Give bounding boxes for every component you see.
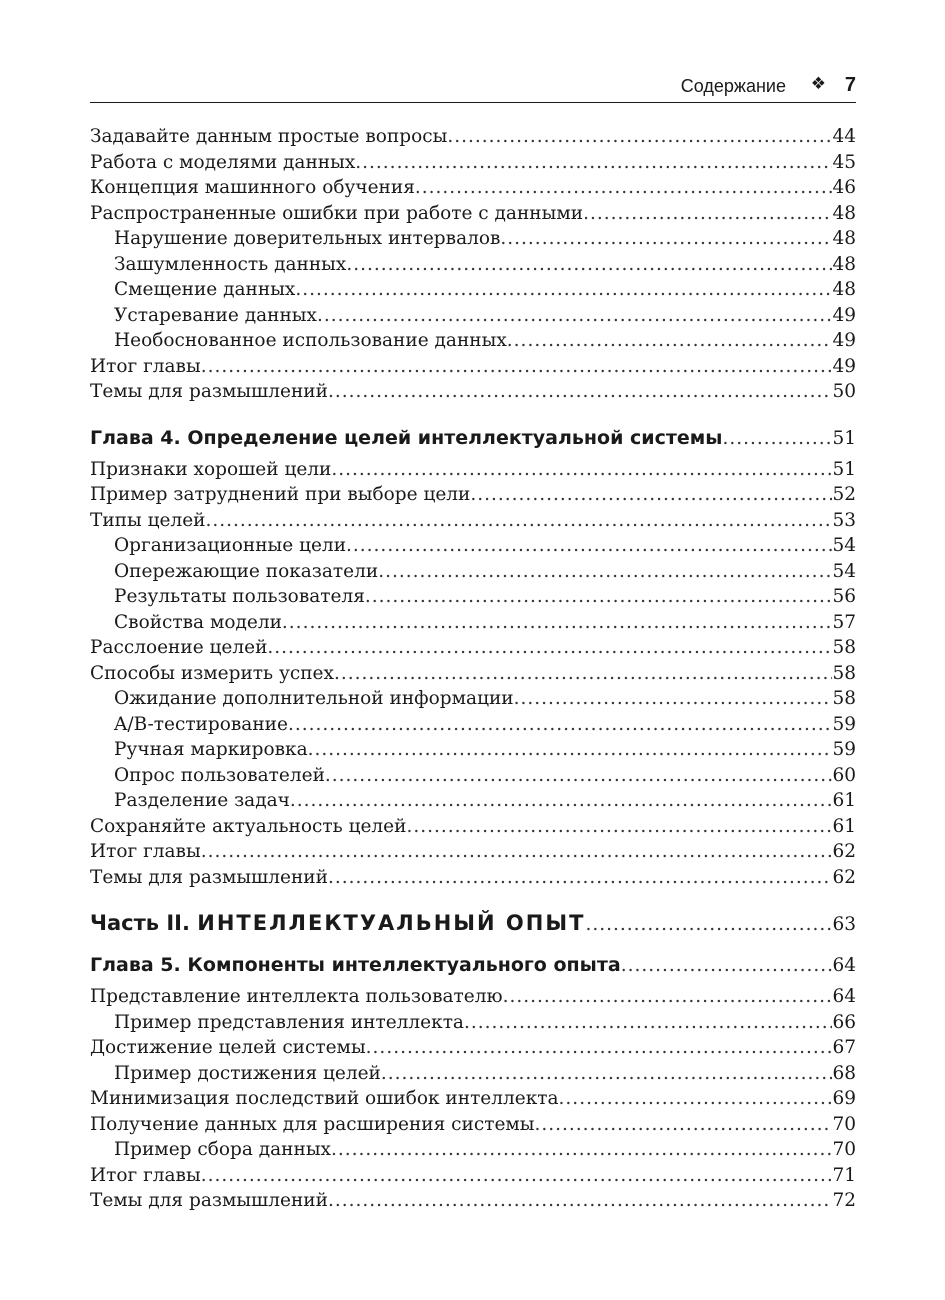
dot-leader <box>415 175 833 201</box>
toc-entry[interactable] <box>90 482 856 508</box>
toc-entry-page: 57 <box>832 611 856 633</box>
toc-entry[interactable] <box>90 175 856 201</box>
toc-entry[interactable] <box>90 1112 856 1138</box>
toc-entry-title: Пример затруднений при выборе цели <box>90 484 471 505</box>
toc-entry-page: 54 <box>832 560 856 582</box>
ornament-icon: ❖ <box>810 74 826 94</box>
toc-entry[interactable] <box>90 635 856 661</box>
toc-entry-title: Результаты пользователя <box>114 586 365 607</box>
toc-entry-title: Темы для размышлений <box>90 866 328 888</box>
toc-entry-page: 44 <box>832 126 856 147</box>
toc-part-2[interactable] <box>90 910 856 938</box>
toc-entry-title: Опрос пользователей <box>114 764 325 786</box>
toc-entry-title: Устаревание данных <box>114 304 317 326</box>
dot-leader <box>334 661 833 687</box>
dot-leader <box>328 1188 833 1214</box>
toc-entry-title: Ожидание дополнительной информации <box>114 688 514 709</box>
dot-leader <box>366 1035 833 1061</box>
toc-entry-title: Концепция машинного обучения <box>90 177 415 198</box>
dot-leader <box>500 226 832 252</box>
dot-leader <box>328 379 833 405</box>
toc-entry-page: 50 <box>832 381 856 402</box>
toc-entry-title: Достижение целей системы <box>90 1037 366 1058</box>
toc-entry-title: Сохраняйте актуальность целей <box>90 815 407 837</box>
toc-entry[interactable] <box>90 457 856 483</box>
toc-entry[interactable] <box>90 1086 856 1112</box>
dot-leader <box>201 1163 833 1189</box>
toc-entry-title: Работа с моделями данных <box>90 151 356 173</box>
dot-leader <box>464 1010 832 1036</box>
toc-entry-title: Представление интеллекта пользователю <box>90 986 503 1007</box>
toc-entry-page: 51 <box>832 427 856 449</box>
toc-entry[interactable] <box>90 661 856 687</box>
toc-entry-title: Итог главы <box>90 1164 201 1186</box>
toc-entry-page: 63 <box>832 914 856 935</box>
toc-entry-page: 56 <box>832 586 856 607</box>
dot-leader <box>583 201 832 227</box>
toc-entry-page: 69 <box>832 1088 856 1109</box>
toc-entry[interactable] <box>90 1188 856 1214</box>
toc-entry[interactable] <box>90 984 856 1010</box>
dot-leader <box>290 788 833 814</box>
dot-leader <box>378 559 832 585</box>
toc-entry-page: 49 <box>832 330 856 351</box>
toc-entry-title: Ручная маркировка <box>114 739 308 760</box>
toc-subentry[interactable] <box>90 559 856 585</box>
page-number: 7 <box>844 74 856 96</box>
toc-subentry[interactable] <box>90 737 856 763</box>
toc-chapter-5[interactable] <box>90 952 856 979</box>
header-title: Содержание <box>680 76 786 96</box>
toc-subentry[interactable] <box>90 277 856 303</box>
toc-entry[interactable] <box>90 1035 856 1061</box>
toc-entry-title: Смещение данных <box>114 279 296 300</box>
toc-entry-page: 62 <box>832 866 856 888</box>
toc-entry-page: 51 <box>832 458 856 480</box>
dot-leader <box>205 508 832 534</box>
toc-entry-page: 48 <box>832 202 856 224</box>
toc-entry-title: Пример представления интеллекта <box>114 1011 464 1033</box>
toc-entry-title: Разделение задач <box>114 790 290 811</box>
toc-entry[interactable] <box>90 814 856 840</box>
toc-entry-title: Зашумленность данных <box>114 253 347 275</box>
toc-entry[interactable] <box>90 839 856 865</box>
toc-entry-title: Признаки хорошей цели <box>90 458 332 480</box>
toc-entry-page: 64 <box>832 955 856 976</box>
toc-entry-page: 58 <box>832 637 856 658</box>
dot-leader <box>288 712 833 738</box>
dot-leader <box>406 814 832 840</box>
toc-entry-page: 49 <box>832 355 856 377</box>
toc-entry-title: Типы целей <box>90 509 206 531</box>
toc-subentry[interactable] <box>90 328 856 354</box>
toc-entry-page: 52 <box>832 484 856 505</box>
toc-entry-page: 61 <box>832 815 856 837</box>
toc-entry-title: Пример достижения целей <box>114 1062 381 1084</box>
toc-entry-page: 49 <box>832 304 856 326</box>
toc-entry-title: Темы для размышлений <box>90 381 328 402</box>
dot-leader <box>346 252 832 278</box>
dot-leader <box>447 124 832 150</box>
toc-entry-page: 64 <box>832 986 856 1007</box>
table-of-contents <box>90 124 856 1214</box>
toc-entry-page: 67 <box>832 1037 856 1058</box>
toc-entry-page: 58 <box>832 662 856 684</box>
toc-entry-title: Итог главы <box>90 841 201 862</box>
toc-entry[interactable] <box>90 1163 856 1189</box>
dot-leader <box>346 533 832 559</box>
dot-leader <box>325 763 833 789</box>
dot-leader <box>381 1061 833 1087</box>
toc-entry-page: 48 <box>832 279 856 300</box>
dot-leader <box>331 457 832 483</box>
dot-leader <box>201 839 833 865</box>
toc-entry[interactable] <box>90 865 856 891</box>
toc-entry[interactable] <box>90 508 856 534</box>
toc-entry-page: 48 <box>832 228 856 249</box>
toc-entry-page: 66 <box>832 1011 856 1033</box>
dot-leader <box>308 737 833 763</box>
toc-entry-title: A/B-тестирование <box>114 713 288 735</box>
dot-leader <box>535 1112 833 1138</box>
dot-leader <box>722 426 832 452</box>
dot-leader <box>317 303 832 329</box>
dot-leader <box>201 354 833 380</box>
toc-entry-title: Способы измерить успех <box>90 662 334 684</box>
toc-entry-page: 71 <box>832 1164 856 1186</box>
toc-entry-title: Минимизация последствий ошибок интеллекта <box>90 1088 559 1109</box>
toc-chapter-4[interactable] <box>90 425 856 452</box>
dot-leader <box>470 482 832 508</box>
toc-subentry[interactable] <box>90 788 856 814</box>
toc-entry[interactable] <box>90 201 856 227</box>
toc-entry-title: Свойства модели <box>114 611 282 633</box>
toc-entry[interactable] <box>90 379 856 405</box>
toc-entry-page: 68 <box>832 1062 856 1084</box>
running-header <box>90 70 856 103</box>
dot-leader <box>585 912 832 938</box>
toc-entry-page: 62 <box>832 841 856 862</box>
toc-entry-page: 54 <box>832 535 856 556</box>
dot-leader <box>514 686 833 712</box>
toc-entry[interactable] <box>90 150 856 176</box>
toc-entry-page: 61 <box>832 790 856 811</box>
dot-leader <box>295 277 832 303</box>
toc-entry[interactable] <box>90 124 856 150</box>
toc-entry[interactable] <box>90 354 856 380</box>
toc-subentry[interactable] <box>90 533 856 559</box>
toc-entry-page: 59 <box>832 713 856 735</box>
toc-entry-page: 46 <box>832 177 856 198</box>
toc-entry-page: 70 <box>832 1113 856 1135</box>
toc-entry-page: 53 <box>832 509 856 531</box>
dot-leader <box>267 635 832 661</box>
toc-subentry[interactable] <box>90 712 856 738</box>
toc-entry-title: Организационные цели <box>114 535 347 556</box>
toc-entry-title: Задавайте данным простые вопросы <box>90 126 448 147</box>
dot-leader <box>559 1086 833 1112</box>
toc-entry-title: Расслоение целей <box>90 637 268 658</box>
toc-entry-page: 72 <box>832 1190 856 1211</box>
toc-subentry[interactable] <box>90 763 856 789</box>
toc-subentry[interactable] <box>90 252 856 278</box>
toc-entry-page: 48 <box>832 253 856 275</box>
toc-subentry[interactable] <box>90 686 856 712</box>
part-name: ИНТЕЛЛЕКТУАЛЬНЫЙ ОПЫТ <box>197 911 586 935</box>
dot-leader <box>282 610 833 636</box>
toc-entry-page: 70 <box>832 1139 856 1160</box>
toc-entry-title: Итог главы <box>90 355 201 377</box>
chapter-title: Глава 4. Определение целей интеллектуальной системы <box>90 426 723 449</box>
toc-subentry[interactable] <box>90 1010 856 1036</box>
toc-subentry[interactable] <box>90 584 856 610</box>
chapter-title: Глава 5. Компоненты интеллектуального опыта <box>90 954 621 976</box>
toc-subentry[interactable] <box>90 303 856 329</box>
toc-entry-page: 60 <box>832 764 856 786</box>
toc-entry-title: Необоснованное использование данных <box>114 330 507 351</box>
toc-subentry[interactable] <box>90 226 856 252</box>
toc-entry-title: Нарушение доверительных интервалов <box>114 228 501 249</box>
dot-leader <box>365 584 833 610</box>
dot-leader <box>621 953 833 979</box>
dot-leader <box>355 150 832 176</box>
dot-leader <box>507 328 833 354</box>
toc-subentry[interactable] <box>90 1137 856 1163</box>
toc-entry-page: 59 <box>832 739 856 760</box>
toc-subentry[interactable] <box>90 1061 856 1087</box>
toc-entry-title: Пример сбора данных <box>114 1139 331 1160</box>
part-title <box>90 910 585 936</box>
toc-subentry[interactable] <box>90 610 856 636</box>
toc-entry-title: Распространенные ошибки при работе с данными <box>90 202 584 224</box>
toc-entry-title: Темы для размышлений <box>90 1190 328 1211</box>
dot-leader <box>331 1137 832 1163</box>
part-prefix: Часть II. <box>90 911 198 935</box>
dot-leader <box>328 865 833 891</box>
toc-entry-title: Получение данных для расширения системы <box>90 1113 535 1135</box>
dot-leader <box>503 984 833 1010</box>
toc-entry-page: 58 <box>832 688 856 709</box>
toc-entry-page: 45 <box>832 151 856 173</box>
toc-entry-title: Опережающие показатели <box>114 560 379 582</box>
